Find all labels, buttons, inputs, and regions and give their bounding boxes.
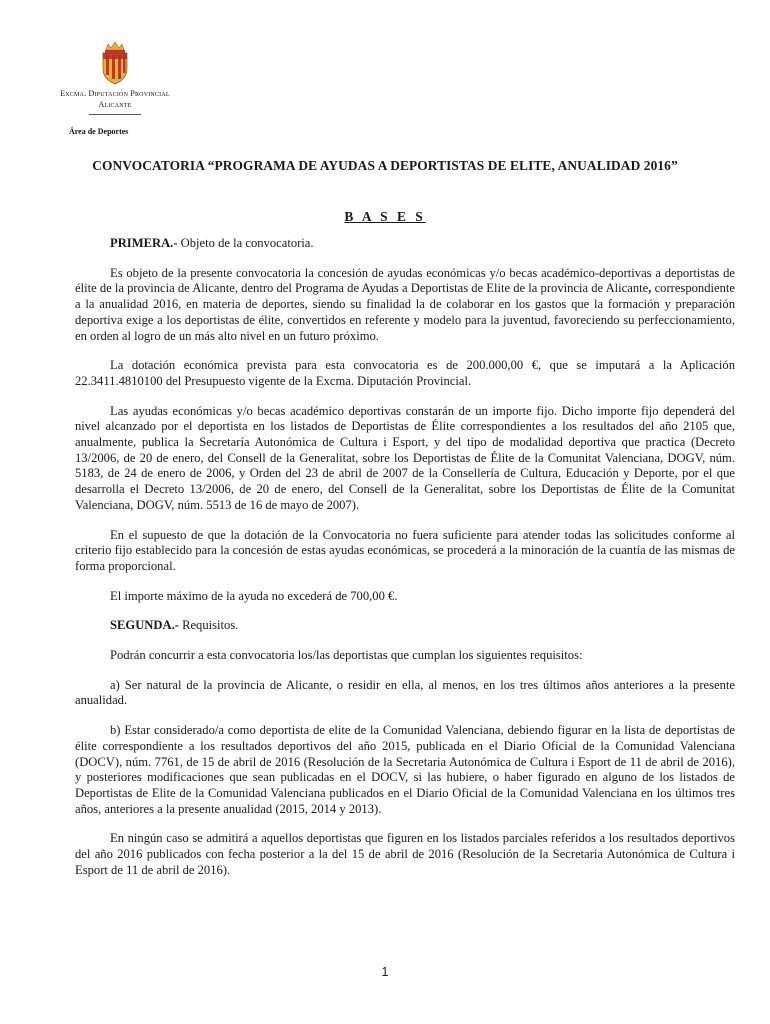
department-name: Área de Deportes (69, 127, 129, 136)
coat-of-arms-logo (99, 41, 131, 85)
paragraph-text: Es objeto de la presente convocatoria la concesión de ayudas económicas y/o becas académico-deportivas a deportistas de élite de la provincia de Alicante, dentro del Programa de Ayudas a Deportistas de Elite de la provincia de Alicante (75, 265, 735, 296)
paragraph-objeto (75, 266, 735, 345)
section-primera-heading (75, 236, 735, 252)
page-number: 1 (381, 964, 389, 979)
paragraph-text: correspondiente a la anualidad 2016, en materia de deportes, siendo su finalidad la de colaborar en los gastos que la formación y preparación deportiva exige a los deportistas de élite, convertidos en referente y modelo para la juventud, favoreciendo su perfeccionamiento, en orden al logro de un más alto nivel en un futuro próximo. (75, 281, 735, 343)
paragraph-exclusion: En ningún caso se admitirá a aquellos deportistas que figuren en los listados parciales referidos a los resultados deportivos del año 2016 publicados con fecha posterior a la del 15 de abril de 2016 (Resolución de la Secretaria Autonómica de Cultura i Esport de 11 de abril de 2016). (75, 831, 735, 877)
section-label: SEGUNDA.- (110, 618, 179, 633)
paragraph-requisito-b: b) Estar considerado/a como deportista de elite de la Comunidad Valenciana, debiendo figurar en la lista de deportistas de élite correspondiente a los resultados deportivos del año 2015, publicada en el Diario Oficial de la Comunidad Valenciana (DOCV), núm. 7761, de 15 de abril de 2016 (Resolución de la Secretaria Autonómica de Cultura i Esport de 11 de abril de 2016), y posteriores modificaciones que sean publicadas en el DOCV, si las hubiere, o haber figurado en alguno de los listados de Deportistas de Elite de la Comunidad Valenciana publicados en el Diario Oficial de la Comunidad Valenciana en los últimos tres años, anteriores a la presente anualidad (2015, 2014 y 2013). (75, 723, 735, 816)
paragraph-requisitos-intro: Podrán concurrir a esta convocatoria los/las deportistas que cumplan los siguientes requisitos: (110, 648, 583, 663)
section-title: Requisitos. (178, 618, 239, 633)
org-name-line2: Alicante (98, 100, 132, 109)
document-title: CONVOCATORIA “PROGRAMA DE AYUDAS A DEPORTISTAS DE ELITE, ANUALIDAD 2016” (92, 158, 678, 173)
paragraph-text-bold: , (648, 281, 652, 296)
paragraph-dotacion: La dotación económica prevista para esta convocatoria es de 200.000,00 €, que se imputará a la Aplicación 22.3411.4810100 del Presupuesto vigente de la Excma. Diputación Provincial. (75, 358, 735, 388)
section-segunda-heading (75, 618, 735, 634)
bases-heading: B A S E S (344, 209, 426, 224)
organization-name (20, 88, 210, 115)
header-divider (89, 114, 141, 115)
paragraph-requisito-a: a) Ser natural de la provincia de Alicante, o residir en ella, al menos, en los tres últimos años anteriores a la presente anualidad. (75, 677, 735, 708)
section-label: PRIMERA.- (110, 236, 178, 250)
org-name-line1: Excma. Diputación Provincial (60, 89, 170, 98)
document-body (75, 236, 735, 879)
section-title: Objeto de la convocatoria. (177, 236, 314, 250)
paragraph-importe-maximo: El importe máximo de la ayuda no excederá de 700,00 €. (110, 588, 398, 603)
paragraph-minoracion: En el supuesto de que la dotación de la Convocatoria no fuera suficiente para atender todas las solicitudes conforme al criterio fijo establecido para la concesión de estas ayudas económicas, se procederá a la minoración de la cuantía de las mismas de forma proporcional. (75, 527, 735, 573)
paragraph-importe-fijo: Las ayudas económicas y/o becas académico deportivas constarán de un importe fijo. Dicho importe fijo dependerá del nivel alcanzado por el deportista en los listados de Deportistas de Élite correspondientes a los resultados del año 2105 que, anualmente, publica la Secretaría Autonómica de Cultura i Esport, y del tipo de modalidad deportiva que practica (Decreto 13/2006, de 20 de enero, del Consell de la Generalitat, sobre los Deportistas de Élite de la Comunitat Valenciana, DOGV, núm. 5183, de 24 de enero de 2006, y Orden del 23 de abril de 2007 de la Consellería de Cultura, Educación y Deporte, por el que desarrolla el Decreto 13/2006, de 20 de enero, del Consell de la Generalitat, sobre los Deportistas de Élite de la Comunitat Valenciana, DOGV, núm. 5513 de 16 de mayo de 2007). (75, 403, 735, 512)
